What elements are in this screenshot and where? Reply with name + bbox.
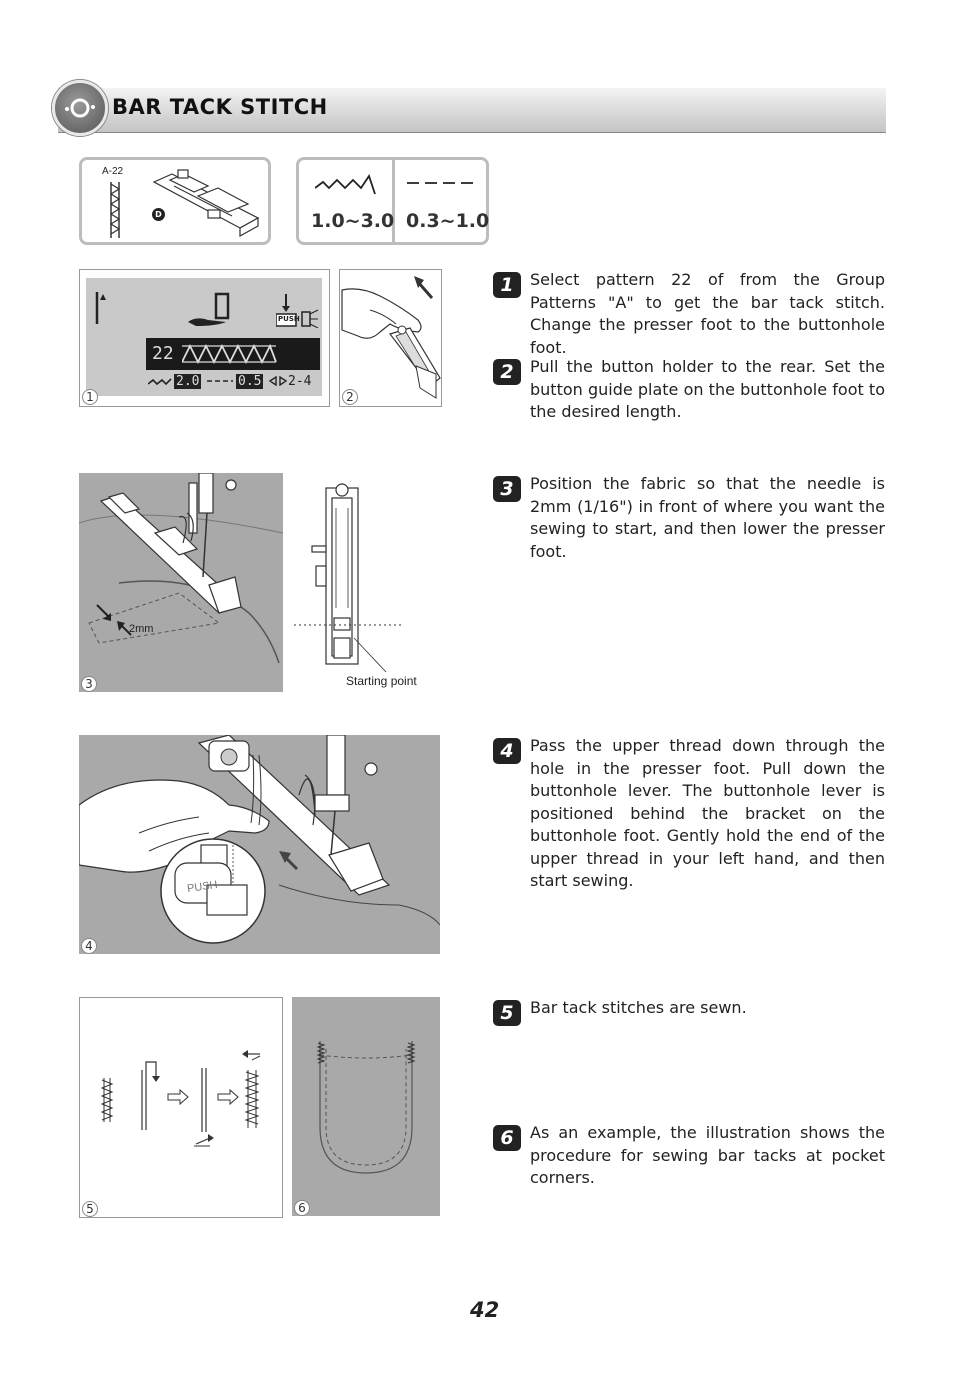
figure-1-label: 1 [82, 389, 98, 405]
step-3-text: Position the fabric so that the needle is 2mm (1/16") in front of where you want the sewing to start, and then lower the presser foot. [530, 474, 885, 561]
step-1 [493, 269, 885, 359]
buttonhole-foot-icon [148, 166, 260, 238]
needle-icon [92, 290, 108, 326]
pattern-code: A-22 [102, 166, 124, 177]
bar-tack-sequence-illustration [80, 998, 282, 1217]
page-number: 42 [470, 1298, 500, 1322]
lcd-push-label: PUSH [278, 315, 300, 323]
stitch-width-value: 1.0~3.0 [311, 210, 395, 232]
figure-1-lcd [79, 269, 330, 407]
distance-label: 2mm [129, 623, 154, 635]
lcd-width-value: 2.0 [176, 374, 200, 389]
straight-length-icon [407, 178, 477, 188]
range-symbol-icon [268, 376, 288, 386]
step-2-badge: 2 [493, 359, 521, 385]
step-6-badge: 6 [493, 1125, 521, 1151]
figure-6-pocket-corners [292, 997, 440, 1216]
length-symbol-icon [207, 378, 233, 384]
pattern-foot-box [79, 157, 271, 245]
section-icon [52, 80, 108, 136]
lcd-range: 2-4 [288, 374, 312, 389]
step-1-badge: 1 [493, 272, 521, 298]
page-title: BAR TACK STITCH [112, 95, 328, 119]
push-label: PUSH [186, 878, 219, 896]
figure-4-threading [79, 735, 440, 954]
step-4-text: Pass the upper thread down through the hole in the presser foot. Pull down the buttonhole lever. The buttonhole lever is positioned behind the bracket on the buttonhole foot. Gently hold the end of the upper thread in your left hand, and then start sewing. [530, 736, 885, 890]
figure-6-label: 6 [294, 1200, 310, 1216]
lcd-length-value: 0.5 [238, 374, 262, 389]
bar-tack-pattern-icon [108, 182, 122, 238]
step-1-text: Select pattern 22 of from the Group Patterns "A" to get the bar tack stitch. Change the presser foot to the buttonhole foot. [530, 270, 885, 357]
step-5-text: Bar tack stitches are sewn. [530, 998, 747, 1017]
starting-point-label: Starting point [346, 674, 417, 688]
step-2-text: Pull the button holder to the rear. Set the button guide plate on the buttonhole foot to the desired length. [530, 357, 885, 421]
figure-5-bar-tack-sequence [79, 997, 283, 1218]
step-3 [493, 473, 885, 563]
pocket-illustration [292, 997, 440, 1216]
figure-3-fabric-position [79, 473, 283, 692]
step-3-badge: 3 [493, 476, 521, 502]
step-5 [493, 997, 885, 1024]
lcd-zigzag-display [182, 344, 278, 364]
figure-4-label: 4 [81, 938, 97, 954]
step-6-text: As an example, the illustration shows the procedure for sewing bar tacks at pocket corners. [530, 1123, 885, 1187]
foot-top-view-diagram [290, 478, 440, 676]
figure-2-label: 2 [342, 389, 358, 405]
threading-buttonhole-lever-illustration [79, 735, 440, 954]
figure-3-label: 3 [81, 676, 97, 692]
figure-2-button-holder [339, 269, 442, 407]
step-2 [493, 356, 885, 424]
stitch-length-value: 0.3~1.0 [406, 210, 490, 232]
presser-foot-on-fabric-illustration [79, 473, 283, 692]
lcd-pattern-number: 22 [152, 343, 174, 364]
stitch-settings-box [296, 157, 489, 245]
step-4-badge: 4 [493, 738, 521, 764]
step-4 [493, 735, 885, 893]
presser-foot-icon [186, 292, 246, 328]
step-6 [493, 1122, 885, 1190]
step-5-badge: 5 [493, 1000, 521, 1026]
figure-5-label: 5 [82, 1201, 98, 1217]
zigzag-width-icon [315, 174, 377, 196]
width-symbol-icon [148, 377, 172, 387]
hand-pulling-holder-illustration [340, 270, 441, 406]
foot-letter-badge: D [152, 208, 165, 221]
